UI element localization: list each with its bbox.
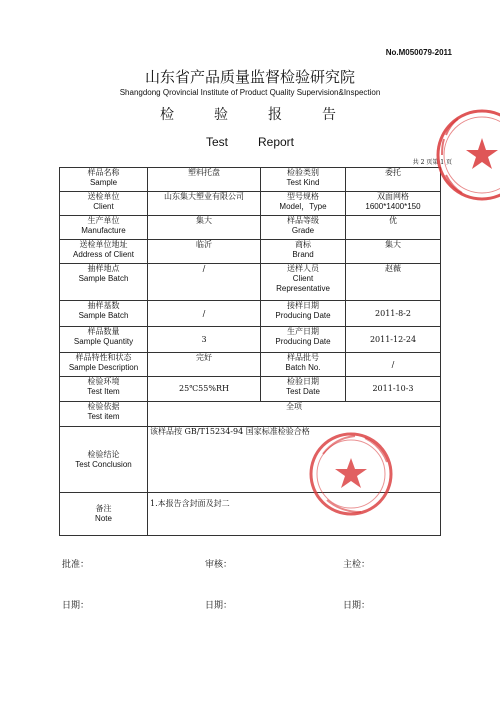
value-cell: 集大	[346, 240, 441, 264]
inspector-date-label: 日期：	[343, 601, 371, 611]
label-cell: 样品特性和状态 Sample Description	[60, 353, 148, 377]
value-cell: 25℃55%RH	[148, 377, 261, 402]
label-cell: 检验日期 Test Date	[261, 377, 346, 402]
value-cell: 塑料托盘	[148, 168, 261, 192]
title-word: Report	[257, 135, 295, 149]
title-char: 检	[160, 107, 178, 123]
value-cell: 完好	[148, 353, 261, 377]
report-table	[59, 167, 441, 536]
value-cell: 赵薇	[346, 264, 441, 301]
table-row	[60, 264, 441, 301]
note-cell: 1.本报告含封面及封二	[148, 493, 441, 536]
report-title-cn	[0, 104, 500, 124]
value-cell: 临沂	[148, 240, 261, 264]
value-cell: /	[346, 353, 441, 377]
label-cell: 样品名称 Sample	[60, 168, 148, 192]
value-cell: 委托	[346, 168, 441, 192]
review-label: 审核：	[205, 560, 233, 570]
table-row	[60, 493, 441, 536]
label-cell: 样品等级 Grade	[261, 216, 346, 240]
label-cell: 抽样地点 Sample Batch	[60, 264, 148, 301]
value-cell: 2011-10-3	[346, 377, 441, 402]
label-cell: 抽样基数 Sample Batch	[60, 301, 148, 327]
table-row	[60, 240, 441, 264]
table-row	[60, 168, 441, 192]
value-cell: /	[148, 301, 261, 327]
title-word: Test	[205, 135, 228, 149]
label-cell: 备注 Note	[60, 493, 148, 536]
institute-name-cn: 山东省产品质量监督检验研究院	[144, 68, 355, 86]
table-row	[60, 377, 441, 402]
label-cell: 样品批号 Batch No.	[261, 353, 346, 377]
table-row	[60, 353, 441, 377]
label-cell: 型号规格 Model，Type	[261, 192, 346, 216]
table-row	[60, 402, 441, 427]
conclusion-cell: 该样品按 GB/T15234-94 国家标准检验合格	[148, 427, 441, 493]
label-cell: 检验环境 Test Item	[60, 377, 148, 402]
institute-name-en: Shangdong Qrovincial Institute of Product Quality Supervision&Inspection	[119, 88, 381, 97]
label-cell: 送检单位地址 Address of Client	[60, 240, 148, 264]
title-char: 告	[322, 107, 340, 123]
value-cell: 3	[148, 327, 261, 353]
review-date-label: 日期：	[205, 601, 233, 611]
label-cell: 生产单位 Manufacture	[60, 216, 148, 240]
table-row	[60, 327, 441, 353]
label-cell: 送检单位 Client	[60, 192, 148, 216]
value-cell: 双面网格 1600*1400*150	[346, 192, 441, 216]
label-cell: 检验类别 Test Kind	[261, 168, 346, 192]
approve-label: 批准：	[62, 560, 90, 570]
report-title-en	[0, 135, 500, 149]
label-cell: 接样日期 Producing Date	[261, 301, 346, 327]
table-row	[60, 216, 441, 240]
table-row	[60, 427, 441, 493]
page-info: 共 2 页第 1 页	[412, 159, 452, 166]
value-cell: 优	[346, 216, 441, 240]
label-cell: 送样人员 Client Representative	[261, 264, 346, 301]
table-row	[60, 192, 441, 216]
value-cell: 全项	[148, 402, 441, 427]
value-cell: 山东集大塑业有限公司	[148, 192, 261, 216]
approve-date-label: 日期：	[62, 601, 90, 611]
label-cell: 样品数量 Sample Quantity	[60, 327, 148, 353]
inspector-label: 主检：	[343, 560, 371, 570]
value-cell: 2011-12-24	[346, 327, 441, 353]
value-cell: /	[148, 264, 261, 301]
report-number: No.M050079-2011	[385, 48, 452, 57]
table-row	[60, 301, 441, 327]
label-cell: 检验结论 Test Conclusion	[60, 427, 148, 493]
label-cell: 生产日期 Producing Date	[261, 327, 346, 353]
title-char: 报	[268, 107, 286, 123]
label-cell: 检验依据 Test item	[60, 402, 148, 427]
label-cell: 商标 Brand	[261, 240, 346, 264]
title-char: 验	[214, 107, 232, 123]
value-cell: 集大	[148, 216, 261, 240]
value-cell: 2011-8-2	[346, 301, 441, 327]
